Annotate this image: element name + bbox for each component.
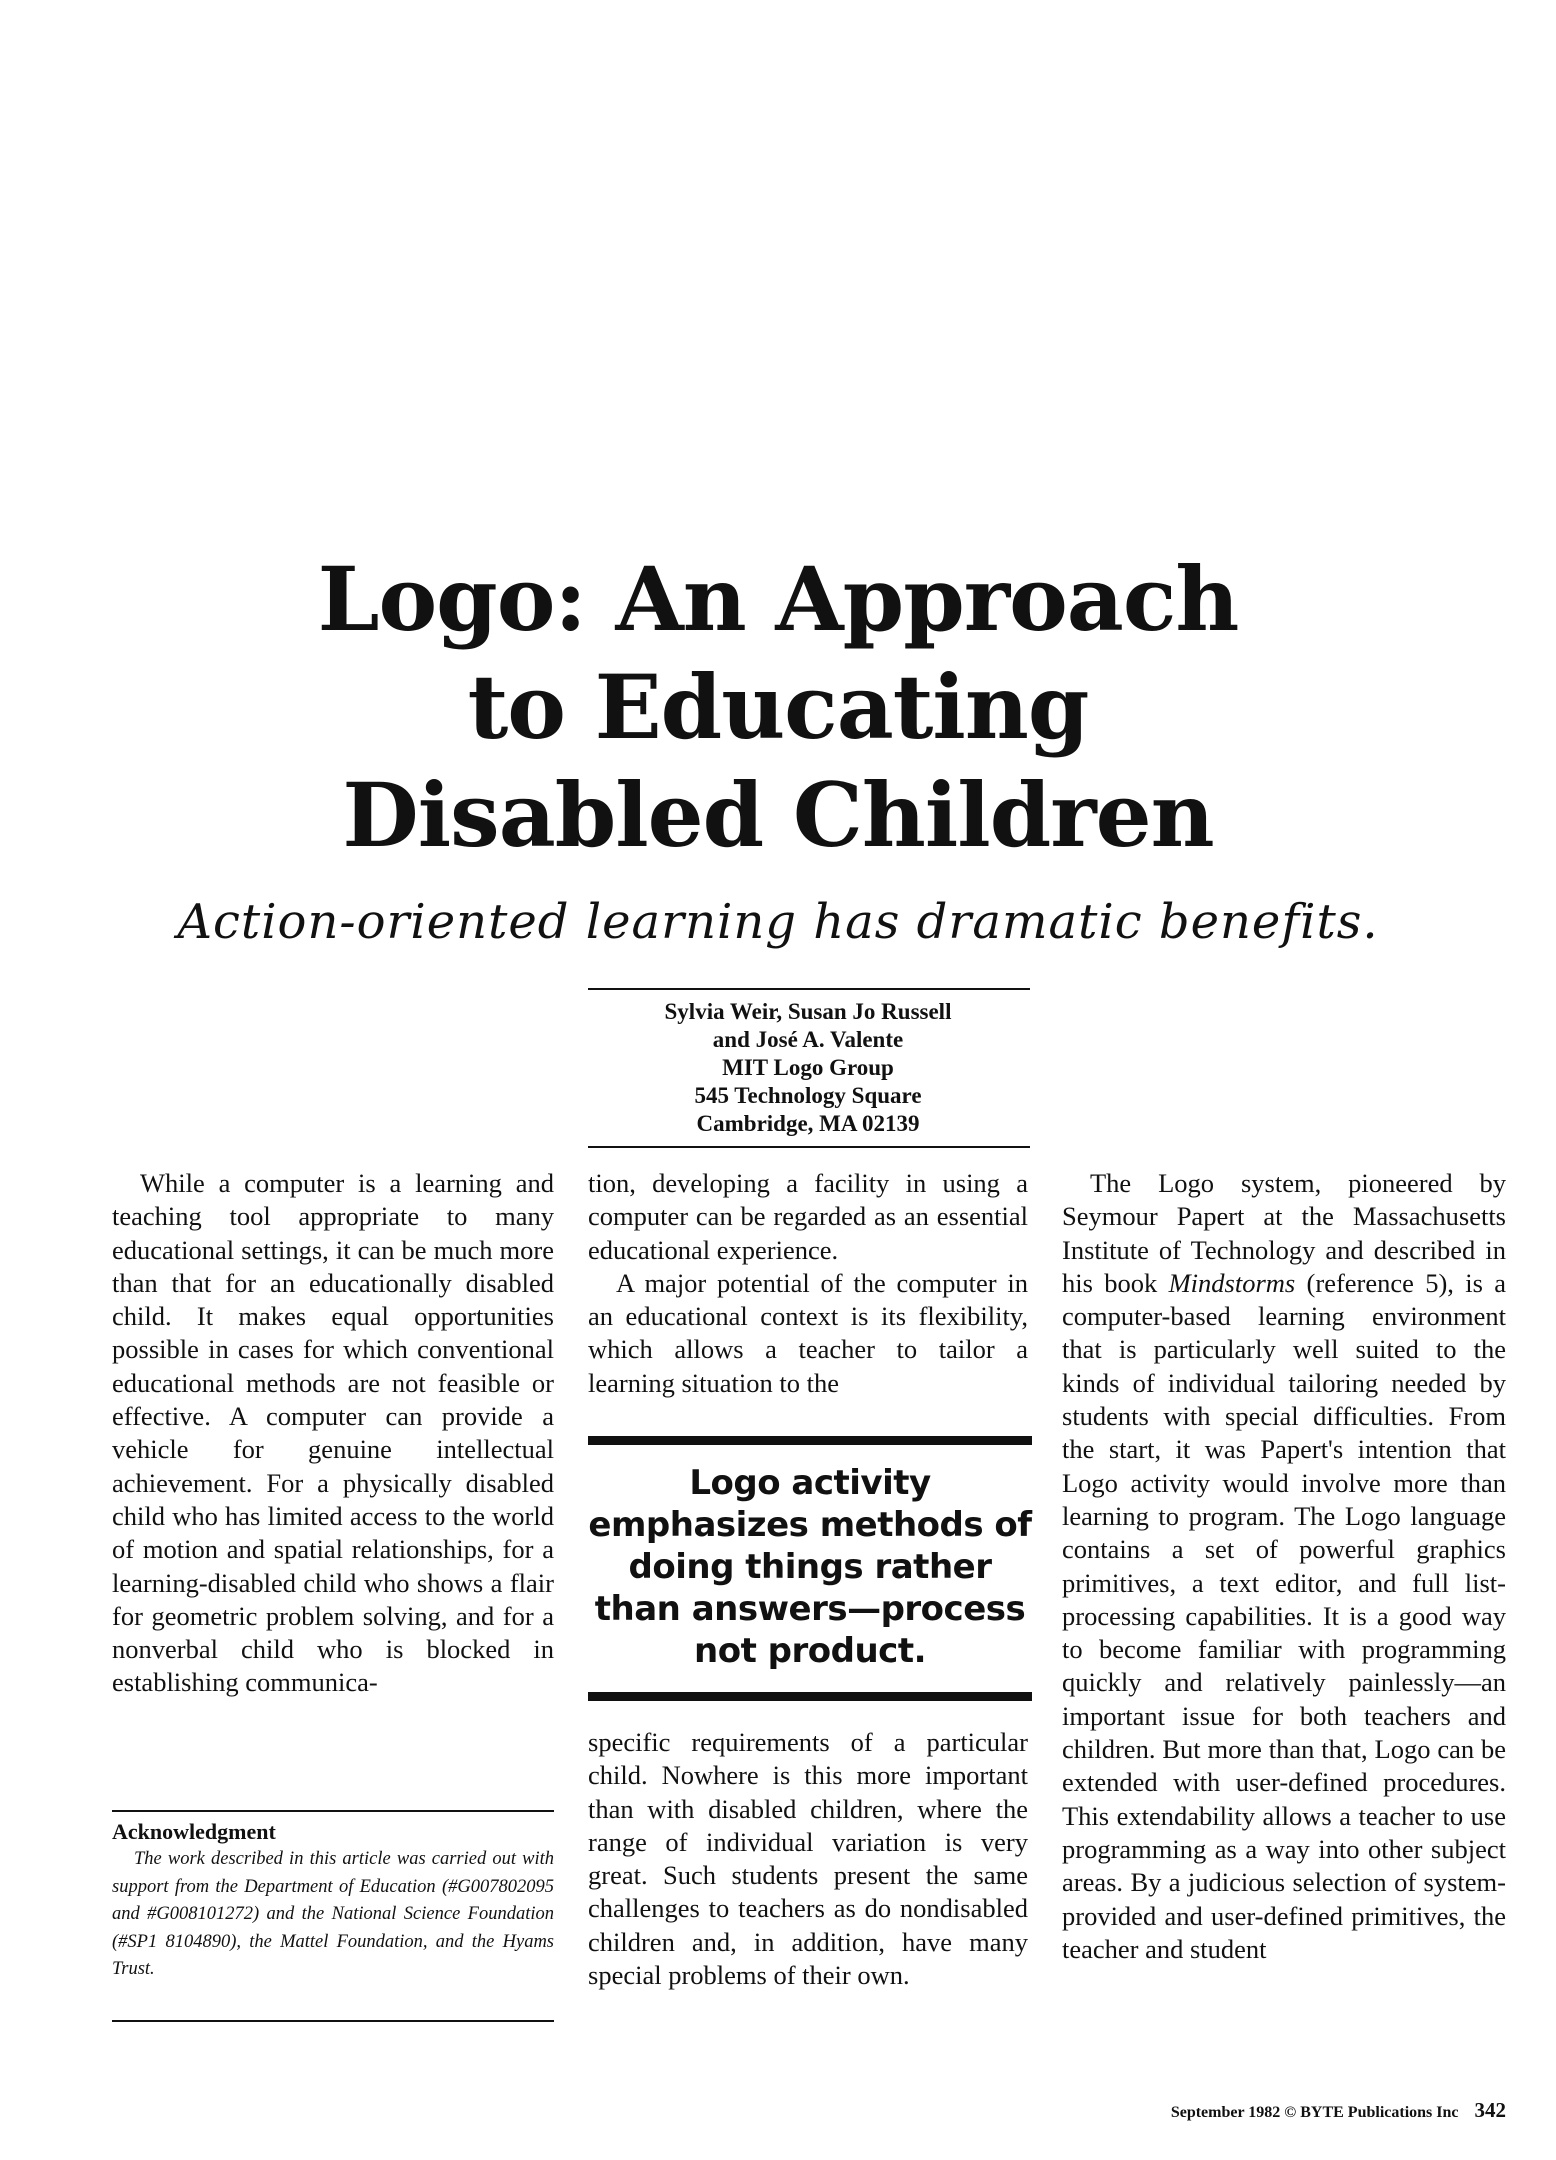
pull-quote: Logo activity emphasizes methods of doing things rather than answers—process not product.: [588, 1463, 1032, 1671]
byline-bottom-rule: [588, 1146, 1030, 1148]
article-title: [0, 545, 1556, 869]
pullquote-top-bar: [588, 1436, 1032, 1445]
right-paragraph-1-rest: (reference 5), is a computer-based learning environment that is particularly well suited to the kinds of individual tailoring needed by students with special difficulties. From the start, it was Papert's intention that Logo activity would involve more than learning to program. The Logo language contains a set of powerful graphics primitives, a text editor, and full list-processing capabilities. It is a good way to become familiar with programming quickly and relatively painlessly—an important issue for both teachers and children. But more than that, Logo can be extended with user-defined procedures. This extendability allows a teacher to use programming as a way into other subject areas. By a judicious selection of system-provided and user-defined primitives, the teacher and student: [1062, 1267, 1506, 1964]
book-title-mindstorms: Mindstorms: [1168, 1267, 1296, 1298]
middle-paragraph-1: tion, developing a facility in using a computer can be regarded as an essential educational experience.: [588, 1168, 1028, 1265]
column-middle-top: [588, 1167, 1028, 1400]
byline-authors-line-1: Sylvia Weir, Susan Jo Russell: [664, 999, 952, 1024]
column-right: [1062, 1167, 1506, 1966]
title-line-3: Disabled Children: [342, 763, 1214, 867]
page-number: 342: [1474, 2098, 1506, 2122]
right-paragraph-1: [1062, 1167, 1506, 1966]
column-middle-bottom: [588, 1726, 1028, 1992]
byline-authors-line-2: and José A. Valente: [712, 1027, 904, 1052]
left-paragraph-1: While a computer is a learning and teaching tool appropriate to many educational settings, it can be much more than that for an educationally disabled child. It makes equal opportunities possible in cases for which conventional educational methods are not feasible or effective. A computer can provide a vehicle for genuine intellectual achievement. For a physically disabled child who has limited access to the world of motion and spatial relationships, for a learning-disabled child who shows a flair for geometric problem solving, and for a nonverbal child who is blocked in establishing communica-: [112, 1168, 554, 1698]
middle-paragraph-3: specific requirements of a particular child. Nowhere is this more important than with disabled children, where the range of individual variation is very great. Such students present the same challenges to teachers as do nondisabled children and, in addition, have many special problems of their own.: [588, 1727, 1028, 1991]
page-footer: [1171, 2098, 1506, 2123]
title-line-2: to Educating: [467, 655, 1089, 759]
acknowledgment-bottom-rule: [112, 2020, 554, 2022]
column-left: [112, 1167, 554, 1700]
footer-credit: September 1982 © BYTE Publications Inc: [1170, 2104, 1459, 2121]
acknowledgment-top-rule: [112, 1810, 554, 1812]
byline: [588, 998, 1028, 1138]
byline-affiliation: MIT Logo Group: [722, 1055, 894, 1080]
byline-city: Cambridge, MA 02139: [696, 1111, 920, 1136]
acknowledgment: [112, 1818, 554, 1984]
pullquote-bottom-bar: [588, 1692, 1032, 1701]
byline-street: 545 Technology Square: [694, 1083, 922, 1108]
acknowledgment-heading: Acknowledgment: [112, 1819, 276, 1844]
right-paragraph-1-start: The Logo system, pioneered by Seymour Papert at the Massachusetts Institute of Technology and described in his book: [1062, 1168, 1506, 1298]
title-line-1: Logo: An Approach: [317, 547, 1239, 651]
acknowledgment-body: The work described in this article was carried out with support from the Department of Education (#G007802095 and #G008101272) and the National Science Foundation (#SP1 8104890), the Mattel Foundation, and the Hyams Trust.: [112, 1849, 554, 1979]
middle-paragraph-2: A major potential of the computer in an educational context is its flexibility, which allows a teacher to tailor a learning situation to the: [588, 1267, 1028, 1398]
byline-top-rule: [588, 988, 1030, 990]
article-subtitle: Action-oriented learning has dramatic benefits.: [177, 894, 1379, 950]
